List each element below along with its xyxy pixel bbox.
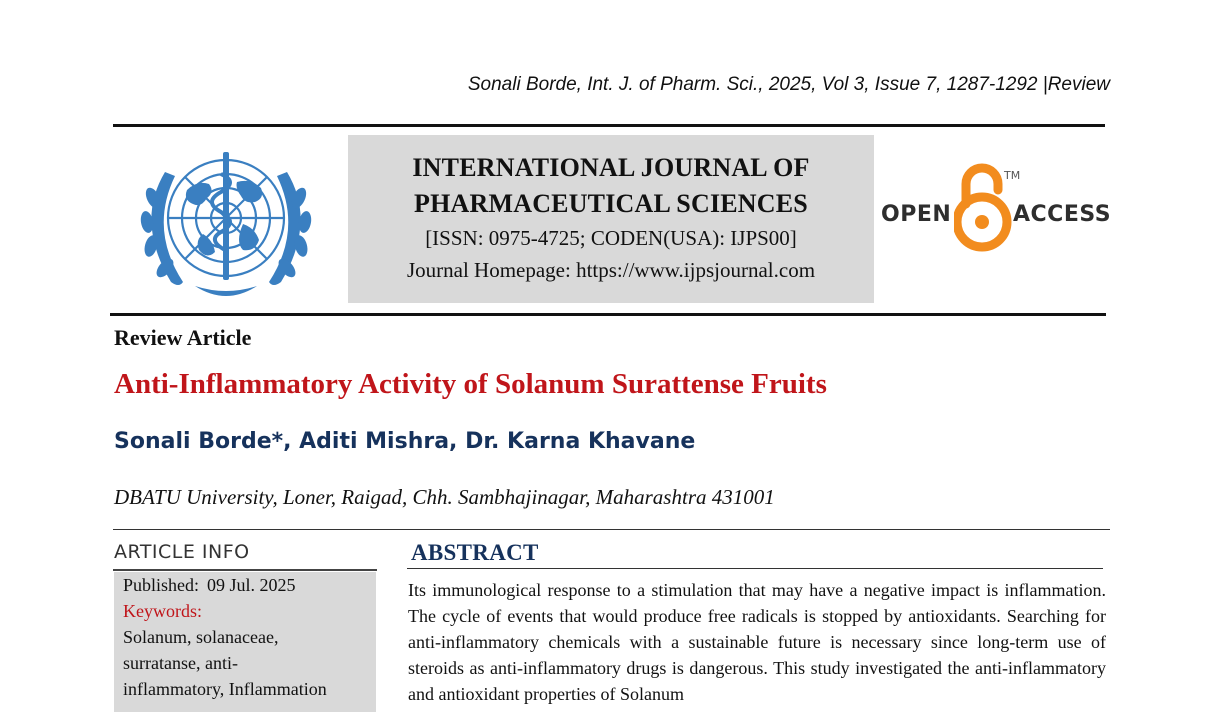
journal-homepage-link[interactable]: Journal Homepage: https://www.ijpsjournal.com: [406, 258, 816, 282]
open-access-logo: [878, 162, 1110, 258]
published-row: [123, 572, 376, 598]
trademark-mark: TM: [1004, 169, 1021, 182]
abstract-heading: ABSTRACT: [411, 540, 539, 565]
article-info-rule: [113, 569, 377, 571]
abstract-text: Its immunological response to a stimulation that may have a negative impact is inflammation. The cycle of events that would produce free radicals is stopped by antioxidants. Searching for anti-inflammatory chemicals with a sustainable future is necessary since long-term use of steroids as anti-inflammatory drugs is dangerous. This study investigated the anti-inflammatory and antioxidant properties of Solanum: [408, 580, 1106, 704]
journal-info-box: [348, 135, 874, 303]
keywords-line: surratanse, anti-: [123, 653, 238, 673]
journal-name-line2: PHARMACEUTICAL SCIENCES: [414, 189, 808, 218]
article-info-heading: ARTICLE INFO: [114, 541, 250, 563]
citation-header: Sonali Borde, Int. J. of Pharm. Sci., 2025, Vol 3, Issue 7, 1287-1292 |Review: [467, 74, 1110, 95]
article-type: Review Article: [114, 325, 252, 350]
keywords-line: inflammatory, Inflammation: [123, 679, 327, 699]
affiliation-divider: [113, 529, 1110, 530]
keywords-line: Solanum, solanaceae,: [123, 627, 279, 647]
abstract-rule: [407, 568, 1103, 569]
journal-issn: [ISSN: 0975-4725; CODEN(USA): IJPS00]: [425, 226, 797, 250]
journal-name-line1: INTERNATIONAL JOURNAL OF: [412, 153, 810, 182]
article-info-box: [114, 572, 376, 712]
header-bottom-rule: [110, 313, 1106, 316]
keywords-label: Keywords:: [123, 601, 202, 621]
article-authors: Sonali Borde*, Aditi Mishra, Dr. Karna Khavane: [114, 429, 696, 454]
author-affiliation: DBATU University, Loner, Raigad, Chh. Sambhajinagar, Maharashtra 431001: [114, 485, 775, 509]
article-title: Anti-Inflammatory Activity of Solanum Surattense Fruits: [114, 368, 827, 400]
top-rule: [113, 124, 1105, 127]
open-access-access-text: ACCESS: [1013, 202, 1112, 227]
published-date: 09 Jul. 2025: [207, 575, 296, 595]
published-label: Published:: [123, 575, 200, 595]
journal-emblem-icon: [125, 138, 327, 306]
open-access-open-text: OPEN: [881, 202, 952, 227]
